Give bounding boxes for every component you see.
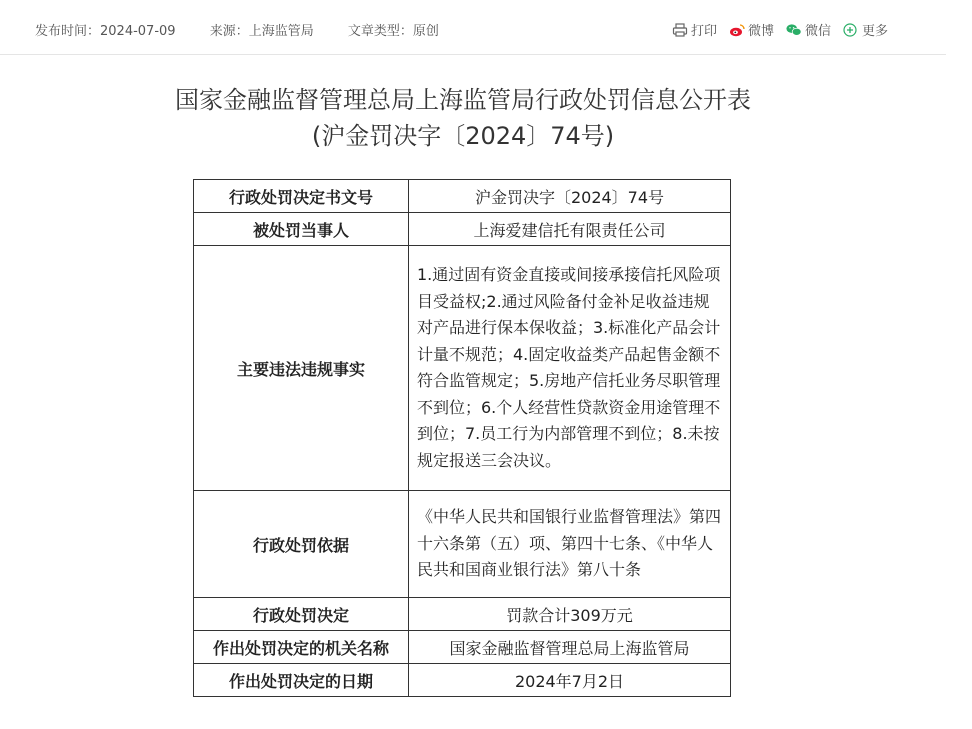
row-label: 行政处罚决定 xyxy=(194,598,409,631)
table-row xyxy=(194,664,731,697)
weibo-label: 微博 xyxy=(748,24,775,39)
plus-circle-icon xyxy=(843,23,859,37)
print-label: 打印 xyxy=(691,24,718,39)
table-row xyxy=(194,598,731,631)
row-value: 国家金融监督管理总局上海监管局 xyxy=(409,631,731,664)
page-title: 国家金融监督管理总局上海监管局行政处罚信息公开表 xyxy=(175,86,751,114)
row-label: 作出处罚决定的机关名称 xyxy=(194,631,409,664)
publish-time: 发布时间：2024-07-09 xyxy=(35,24,176,39)
article-meta xyxy=(35,20,469,39)
table-row xyxy=(194,631,731,664)
document-number-subtitle: (沪金罚决字〔2024〕74号) xyxy=(311,122,615,150)
row-value: 1.通过固有资金直接或间接承接信托风险项目受益权;2.通过风险备付金补足收益违规对产品进行保本保收益；3.标准化产品会计计量不规范；4.固定收益类产品起售金额不符合监管规定；5.房地产信托业务尽职管理不到位；6.个人经营性贷款资金用途管理不到位；7.员工行为内部管理不到位；8.未按规定报送三会决议。 xyxy=(409,246,731,491)
table-row xyxy=(194,491,731,598)
table-row xyxy=(194,213,731,246)
share-bar xyxy=(672,20,900,39)
row-value: 《中华人民共和国银行业监督管理法》第四十六条第（五）项、第四十七条、《中华人民共和国商业银行法》第八十条 xyxy=(409,491,731,598)
wechat-label: 微信 xyxy=(805,24,832,39)
row-label: 作出处罚决定的日期 xyxy=(194,664,409,697)
article-type: 文章类型：原创 xyxy=(347,24,439,39)
article-meta-bar xyxy=(0,0,946,55)
more-label: 更多 xyxy=(862,24,889,39)
table-row xyxy=(194,246,731,491)
wechat-share-button[interactable] xyxy=(786,20,831,39)
row-value: 2024年7月2日 xyxy=(409,664,731,697)
weibo-share-button[interactable] xyxy=(729,20,774,39)
row-value: 沪金罚决字〔2024〕74号 xyxy=(409,180,731,213)
wechat-icon xyxy=(786,23,802,37)
row-label: 行政处罚决定书文号 xyxy=(194,180,409,213)
row-value: 上海爱建信托有限责任公司 xyxy=(409,213,731,246)
row-label: 行政处罚依据 xyxy=(194,491,409,598)
table-row xyxy=(194,180,731,213)
row-label: 被处罚当事人 xyxy=(194,213,409,246)
print-button[interactable] xyxy=(672,20,717,39)
row-label: 主要违法违规事实 xyxy=(194,246,409,491)
more-share-button[interactable] xyxy=(843,20,888,39)
penalty-info-table xyxy=(193,179,731,697)
printer-icon xyxy=(672,23,688,37)
article-source: 来源：上海监管局 xyxy=(209,24,314,39)
weibo-icon xyxy=(729,23,745,37)
row-value: 罚款合计309万元 xyxy=(409,598,731,631)
